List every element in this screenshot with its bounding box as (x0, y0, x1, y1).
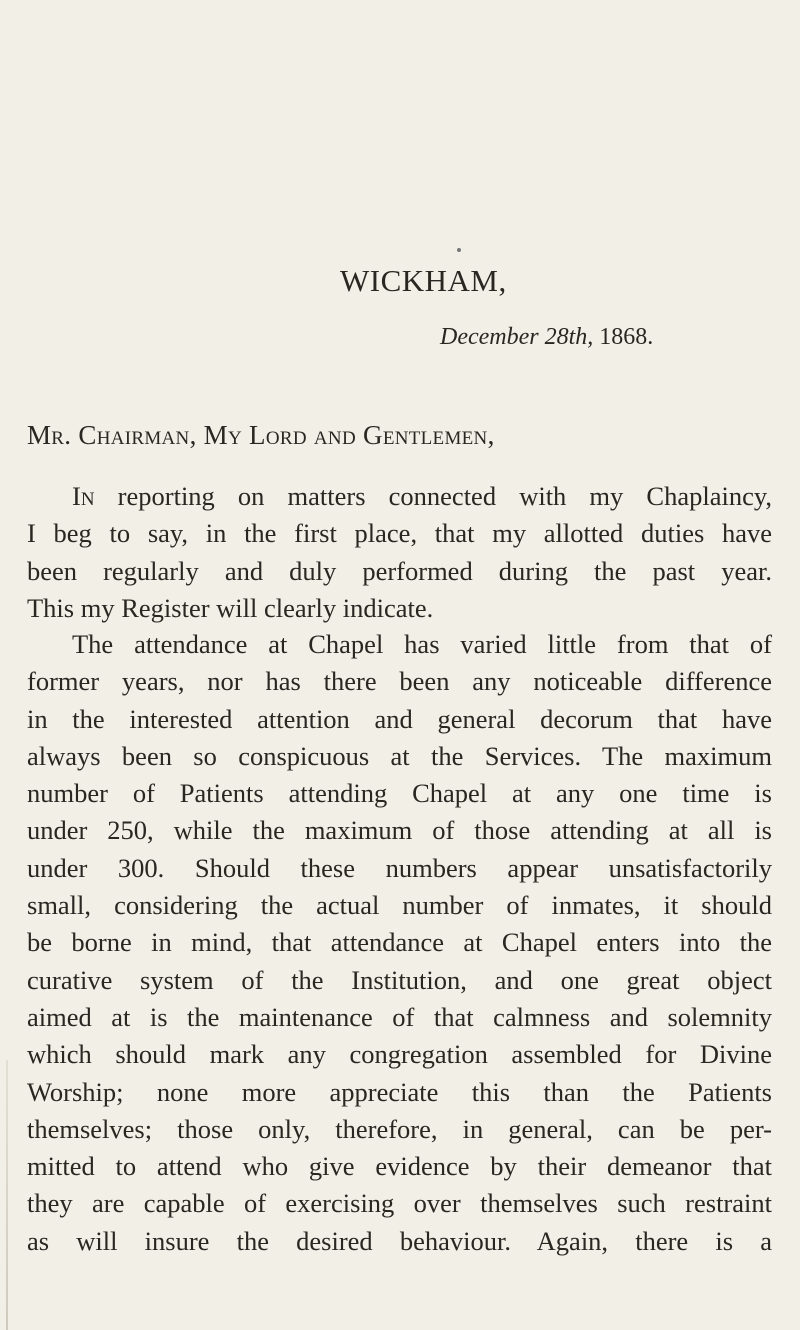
paragraph-line: which should mark any congregation assembled for Divine (27, 1039, 772, 1070)
paragraph-line: they are capable of exercising over themselves such restraint (27, 1188, 772, 1219)
paragraph-line: always been so conspicuous at the Services. The maximum (27, 740, 772, 771)
paragraph-line: be borne in mind, that attendance at Chapel enters into the (27, 927, 772, 958)
paragraph-line: themselves; those only, therefore, in general, can be per- (27, 1113, 772, 1144)
paragraph-line: small, considering the actual number of inmates, it should (27, 890, 772, 921)
place-heading: WICKHAM, (340, 263, 507, 298)
paragraph-line: curative system of the Institution, and one great object (27, 964, 772, 995)
paragraph-2 (27, 626, 772, 1260)
salutation: Mr. Chairman, My Lord and Gentlemen, (27, 420, 495, 450)
paragraph-line: Worship; none more appreciate this than the Patients (27, 1076, 772, 1107)
date-line (440, 324, 653, 351)
date-year: 1868. (599, 324, 654, 350)
date-day: December 28th, (440, 324, 594, 350)
paragraph-line: as will insure the desired behaviour. Again, there is a (27, 1225, 772, 1256)
paragraph-line: under 250, while the maximum of those attending at all is (27, 815, 772, 846)
paragraph-line: mitted to attend who give evidence by their demeanor that (27, 1151, 772, 1182)
paragraph-line: been regularly and duly performed during the past year. (27, 555, 772, 586)
paragraph-line: The attendance at Chapel has varied little from that of (72, 629, 772, 659)
paragraph-line: number of Patients attending Chapel at any one time is (27, 778, 772, 809)
paragraph-line: under 300. Should these numbers appear unsatisfactorily (27, 852, 772, 883)
paragraph-line: in the interested attention and general decorum that have (27, 703, 772, 734)
paragraph-line: I beg to say, in the first place, that my allotted duties have (27, 518, 772, 549)
paragraph-1 (27, 478, 772, 627)
paragraph-line (27, 478, 772, 515)
paragraph-line: aimed at is the maintenance of that calmness and solemnity (27, 1001, 772, 1032)
paragraph-line: former years, nor has there been any noticeable difference (27, 666, 772, 697)
paragraph-line: This my Register will clearly indicate. (27, 592, 434, 623)
paragraph-line-text: reporting on matters connected with my Chaplaincy, (117, 481, 772, 511)
paragraph-lead-word: In (72, 481, 95, 511)
page-edge-shadow (6, 1060, 8, 1330)
ink-speck (457, 248, 461, 252)
